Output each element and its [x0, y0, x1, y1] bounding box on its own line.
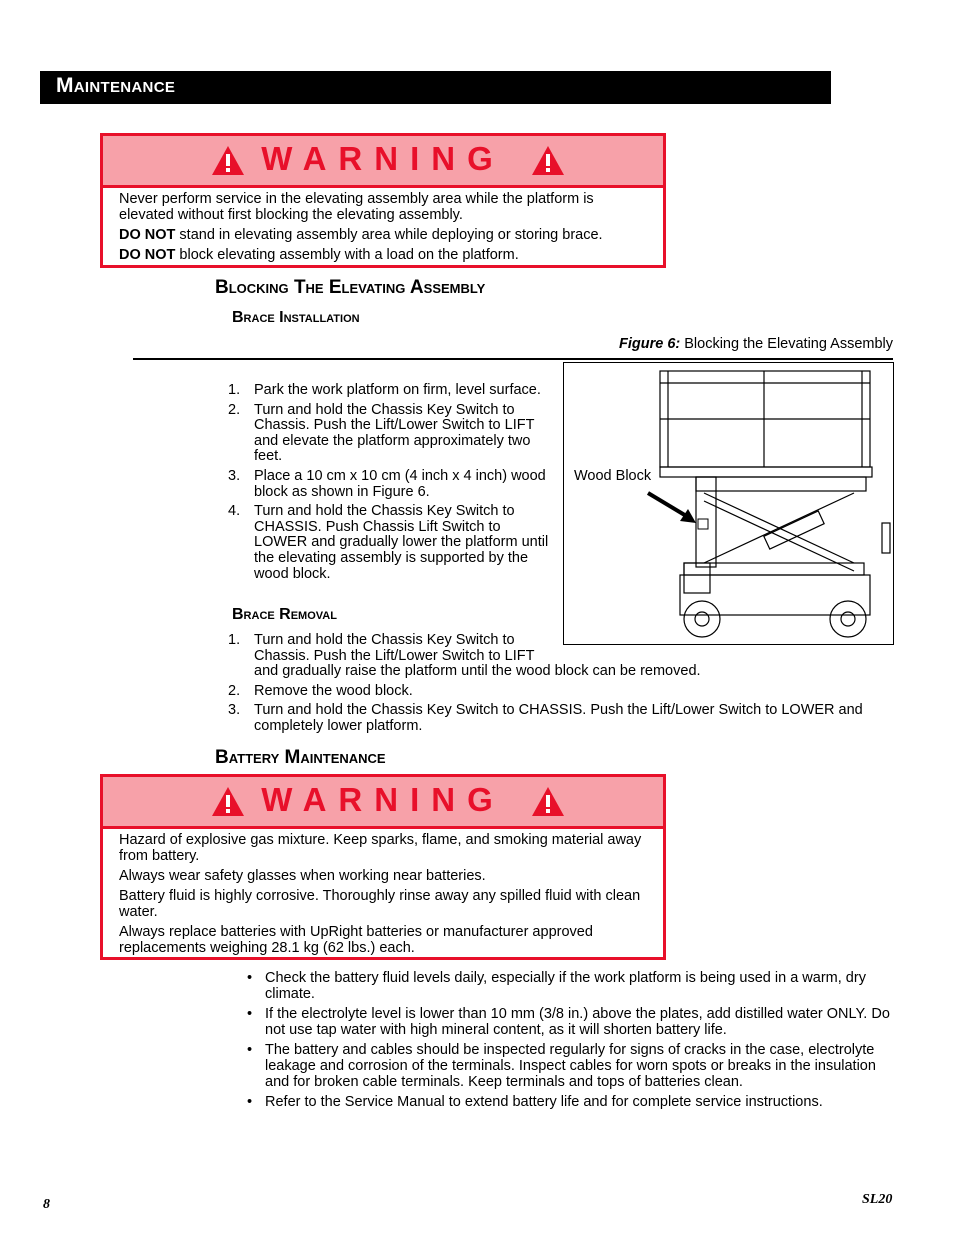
model-label: SL20 — [862, 1192, 893, 1207]
warning-text: Always wear safety glasses when working near batteries. — [119, 868, 486, 884]
warning-title: WARNING — [261, 781, 505, 818]
section-title: Maintenance — [56, 74, 176, 97]
list-item: • Refer to the Service Manual to extend battery life and for complete service instructions. — [247, 1094, 823, 1111]
list-item: 1. Turn and hold the Chassis Key Switch to Chassis. Push the Lift/Lower Switch to LIFT and gradually raise the platform until the wood block can be removed. — [228, 632, 701, 680]
wood-block-label: Wood Block — [574, 468, 652, 484]
list-item: 2. Turn and hold the Chassis Key Switch to Chassis. Push the Lift/Lower Switch to LIFT and elevate the platform approximately two feet. — [228, 401, 535, 465]
warning-header — [103, 136, 663, 188]
warning-body — [103, 188, 663, 263]
warning-box-battery — [100, 774, 666, 960]
removal-steps-list — [228, 633, 888, 739]
warning-body — [103, 829, 663, 956]
page-number: 8 — [43, 1197, 50, 1212]
list-item: 1. Park the work platform on firm, level surface. — [228, 382, 541, 398]
brace-installation-heading: Brace Installation — [232, 309, 360, 326]
installation-steps-list — [228, 383, 554, 586]
warning-box-elevating — [100, 133, 666, 268]
figure-caption: Figure 6: Blocking the Elevating Assembly — [618, 336, 893, 352]
warning-title: WARNING — [261, 140, 505, 177]
battery-bullets-list — [247, 971, 895, 1116]
section-header-bar — [40, 71, 831, 104]
warning-triangle-icon — [531, 786, 565, 817]
figure-box — [563, 362, 894, 645]
warning-text: Always replace batteries with UpRight batteries or manufacturer approved replacements weighing 28.1 kg (62 lbs.) each. — [119, 924, 593, 956]
warning-triangle-icon — [531, 145, 565, 176]
warning-text: DO NOT stand in elevating assembly area while deploying or storing brace. — [119, 227, 603, 243]
brace-removal-heading: Brace Removal — [232, 606, 337, 623]
warning-text: Battery fluid is highly corrosive. Thoroughly rinse away any spilled fluid with clean water. — [119, 888, 641, 920]
warning-text: DO NOT block elevating assembly with a load on the platform. — [119, 247, 519, 263]
warning-text: Never perform service in the elevating assembly area while the platform is elevated without first blocking the elevating assembly. — [119, 191, 594, 223]
list-item: • Check the battery fluid levels daily, especially if the work platform is being used in a warm, dry climate. — [247, 970, 866, 1002]
list-item: • The battery and cables should be inspected regularly for signs of cracks in the case, electrolyte leakage and corrosion of the terminals. Inspect cables for worn spots or breaks in the insulation and for broken cable terminals. Keep terminals and tops of batteries clean. — [247, 1042, 876, 1090]
scissor-lift-illustration — [564, 363, 893, 644]
list-item: 2. Remove the wood block. — [228, 682, 413, 699]
blocking-heading: Blocking The Elevating Assembly — [215, 277, 486, 298]
warning-text: Hazard of explosive gas mixture. Keep sparks, flame, and smoking material away from battery. — [119, 832, 642, 864]
list-item: 3. Place a 10 cm x 10 cm (4 inch x 4 inch) wood block as shown in Figure 6. — [228, 467, 546, 500]
list-item: • If the electrolyte level is lower than 10 mm (3/8 in.) above the plates, add distilled water ONLY. Do not use tap water with high mineral content, as it will shorten battery life. — [247, 1006, 890, 1038]
warning-header — [103, 777, 663, 829]
list-item: 4. Turn and hold the Chassis Key Switch to CHASSIS. Push Chassis Lift Switch to LOWER and gradually lower the platform until the elevating assembly is supported by the wood block. — [228, 503, 549, 582]
list-item: 3. Turn and hold the Chassis Key Switch to CHASSIS. Push the Lift/Lower Switch to LOWER and completely lower platform. — [228, 702, 863, 734]
figure-divider — [133, 358, 893, 360]
battery-heading: Battery Maintenance — [215, 747, 386, 768]
